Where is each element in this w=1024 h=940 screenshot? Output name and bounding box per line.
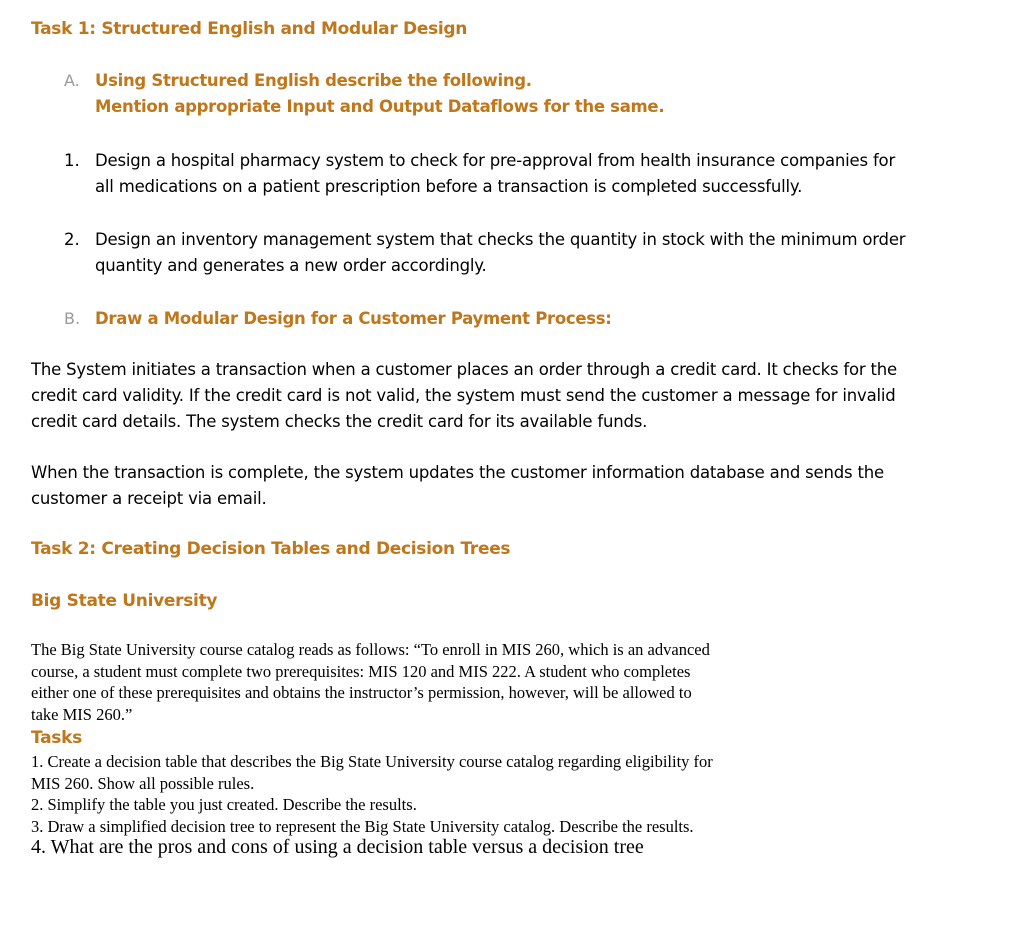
payment-paragraph-line3: credit card details. The system checks the credit card for its available funds. bbox=[31, 412, 648, 431]
section-b-heading: Draw a Modular Design for a Customer Payment Process: bbox=[95, 309, 612, 328]
task-item-3: 3. Draw a simplified decision tree to represent the Big State University catalog. Describe the results. bbox=[31, 816, 694, 836]
section-b-marker: B. bbox=[64, 309, 81, 328]
item-1-marker: 1. bbox=[64, 151, 80, 170]
catalog-line4: take MIS 260.” bbox=[31, 704, 133, 724]
task-item-1-line1: 1. Create a decision table that describes the Big State University course catalog regarding eligibility for bbox=[31, 752, 713, 771]
tasks-heading: Tasks bbox=[31, 728, 82, 748]
section-a-line2: Mention appropriate Input and Output Dataflows for the same. bbox=[95, 97, 665, 116]
catalog-line2: course, a student must complete two prerequisites: MIS 120 and MIS 222. A student who completes bbox=[31, 661, 691, 681]
item-2-text bbox=[95, 227, 995, 279]
completion-paragraph-line1: When the transaction is complete, the system updates the customer information database and sends the bbox=[31, 463, 884, 482]
catalog-line3: either one of these prerequisites and obtains the instructor’s permission, however, will be allowed to bbox=[31, 683, 692, 702]
section-a-marker: A. bbox=[64, 71, 80, 90]
section-a-heading bbox=[95, 68, 664, 120]
completion-paragraph bbox=[31, 460, 991, 512]
task-item-2: 2. Simplify the table you just created. Describe the results. bbox=[31, 795, 417, 814]
completion-paragraph-line2: customer a receipt via email. bbox=[31, 489, 267, 508]
item-2-line2: quantity and generates a new order accordingly. bbox=[95, 256, 487, 275]
task1-title: Task 1: Structured English and Modular Design bbox=[31, 19, 468, 39]
item-1-line2: all medications on a patient prescription before a transaction is completed successfully. bbox=[95, 177, 803, 196]
item-2-marker: 2. bbox=[64, 230, 80, 249]
task2-title: Task 2: Creating Decision Tables and Decision Trees bbox=[31, 539, 511, 559]
university-title: Big State University bbox=[31, 591, 218, 611]
payment-paragraph-line2: credit card validity. If the credit card is not valid, the system must send the customer a message for invalid bbox=[31, 386, 896, 405]
item-2-line1: Design an inventory management system that checks the quantity in stock with the minimum order bbox=[95, 230, 906, 249]
section-a-line1: Using Structured English describe the following. bbox=[95, 71, 532, 90]
item-1-line1: Design a hospital pharmacy system to check for pre-approval from health insurance companies for bbox=[95, 151, 896, 170]
payment-paragraph bbox=[31, 357, 991, 435]
tasks-list bbox=[31, 751, 713, 859]
catalog-line1: The Big State University course catalog reads as follows: “To enroll in MIS 260, which is an advanced bbox=[31, 640, 710, 659]
payment-paragraph-line1: The System initiates a transaction when a customer places an order through a credit card. It checks for the bbox=[31, 360, 897, 379]
item-1-text bbox=[95, 148, 995, 200]
task-item-1-line2: MIS 260. Show all possible rules. bbox=[31, 773, 255, 793]
catalog-paragraph bbox=[31, 639, 710, 725]
task-item-4: 4. What are the pros and cons of using a decision table versus a decision tree bbox=[31, 836, 644, 858]
